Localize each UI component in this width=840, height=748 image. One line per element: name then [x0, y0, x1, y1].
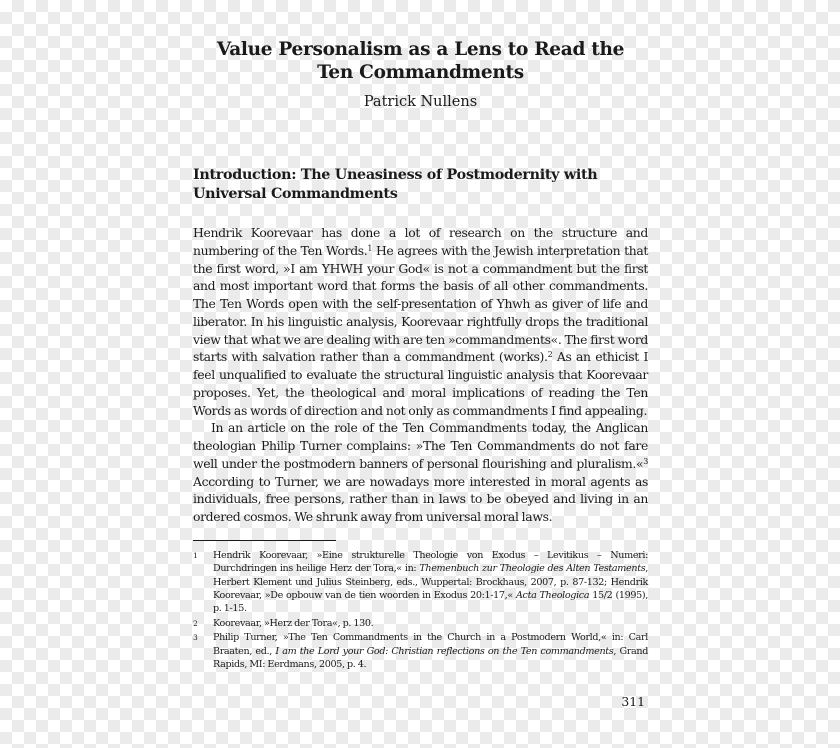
- book-page: [193, 0, 648, 748]
- footnote-number: 3: [193, 633, 198, 643]
- paragraph-2-text-b: According to Turner, we are nowadays more interested in moral agents as individuals, free persons, rather than in laws to be obeyed and living in an ordered cosmos. We shrunk away from universal moral laws.: [193, 473, 648, 524]
- paragraph-1-text-a: Hendrik Koorevaar has done a lot of research on the structure and numbering of the Ten Words.: [193, 225, 648, 258]
- footnote-number: 1: [193, 550, 198, 560]
- footnote-text: , Herbert Klement und Julius Steinberg, eds., Wuppertal: Brockhaus, 2007, p. 87-132; Hendrik Koorevaar, »De opbouw van de tien woorden in Exodus 20:1-17,«: [213, 563, 648, 601]
- footnote-italic-title: Themenbuch zur Theologie des Alten Testaments: [419, 563, 646, 575]
- footnote-ref-2: 2: [547, 350, 553, 360]
- chapter-title: [193, 38, 648, 84]
- paragraph-1: [193, 224, 648, 419]
- footnote-text: Koorevaar, »Herz der Tora«, p. 130.: [213, 617, 374, 629]
- section-heading: [193, 166, 648, 204]
- footnote-1: [193, 549, 648, 616]
- paragraph-2: [193, 419, 648, 526]
- footnote-number: 2: [193, 618, 198, 628]
- page-number: 311: [621, 694, 645, 709]
- footnote-italic-title: I am the Lord your God: Christian reflections on the Ten commandments: [275, 645, 614, 657]
- section-heading-line-2: Universal Commandments: [193, 186, 398, 202]
- footnote-ref-1: 1: [367, 243, 373, 253]
- footnote-italic-title: Acta Theologica: [515, 589, 590, 601]
- chapter-title-line-1: Value Personalism as a Lens to Read the: [216, 39, 625, 60]
- paragraph-2-text-a: In an article on the role of the Ten Commandments today, the Anglican theologian Philip Turner complains: »The Ten Commandments do not fare well under the postmodern banners of personal flourishing and pluralism.«: [193, 420, 648, 471]
- author-name: Patrick Nullens: [363, 94, 478, 110]
- footnote-2: [193, 617, 648, 630]
- footnote-text: Philip Turner, »The Ten Commandments in the Church in a Postmodern World,« in: Carl Braaten, ed.,: [213, 632, 648, 657]
- footnote-text: Hendrik Koorevaar, »Eine strukturelle Theologie von Exodus – Levitikus – Numeri: Durchdringen ins heilige Herz der Tora,« in:: [213, 549, 648, 575]
- footnote-divider: [193, 540, 336, 541]
- section-heading-line-1: Introduction: The Uneasiness of Postmodernity with: [193, 167, 598, 183]
- footnote-3: [193, 631, 648, 671]
- footnote-text: 15/2 (1995), p. 1-15.: [213, 589, 648, 615]
- footnotes: [193, 549, 648, 672]
- chapter-title-line-2: Ten Commandments: [317, 62, 524, 83]
- paragraph-1-text-c: As an ethicist I feel unqualified to evaluate the structural linguistic analysis that Koorevaar proposes. Yet, the theological and moral implications of reading the Ten Words as words of direction and not only as commandments I find appealing.: [193, 349, 649, 418]
- footnote-ref-3: 3: [643, 456, 648, 466]
- body-text: [193, 224, 648, 526]
- paragraph-1-text-b: He agrees with the Jewish interpretation that the first word, »I am YHWH your God« is not a commandment but the first and most important word that forms the basis of all other commandments. The Ten Words open with the self-presentation of Yhwh as giver of life and liberator. In his linguistic analysis, Koorevaar rightfully drops the traditional view that what we are dealing with are ten »commandments«. The first word starts with salvation rather than a commandment (works).: [193, 242, 648, 365]
- footnote-text: , Grand Rapids, MI: Eerdmans, 2005, p. 4.: [213, 645, 648, 670]
